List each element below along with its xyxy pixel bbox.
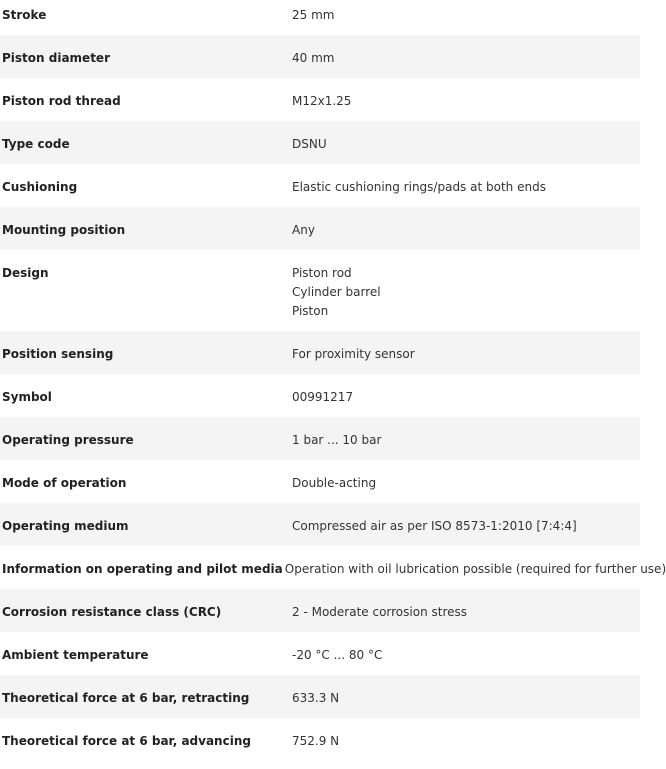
spec-value-line: DSNU [292,137,327,151]
spec-row [0,503,640,546]
spec-value-line: 752.9 N [292,734,340,748]
spec-value [290,178,640,197]
spec-row [0,374,640,417]
spec-value [290,388,640,407]
spec-value-line: Compressed air as per ISO 8573-1:2010 [7:4:4] [292,519,577,533]
spec-value-line: Double-acting [292,476,377,490]
spec-label: Information on operating and pilot media [2,562,283,576]
spec-label: Mounting position [2,223,126,237]
spec-label: Type code [2,137,70,151]
spec-row [0,164,640,207]
spec-row [0,589,640,632]
spec-row [0,675,640,718]
spec-value-line: -20 °C ... 80 °C [292,648,383,662]
spec-value-line: 00991217 [292,390,354,404]
spec-value [290,49,640,68]
spec-row [0,460,640,503]
spec-row [0,207,640,250]
spec-value [290,474,640,493]
spec-label: Operating medium [2,519,129,533]
spec-value [290,689,640,708]
spec-value-line: Operation with oil lubrication possible (required for further use) [284,562,666,576]
spec-value [290,517,640,536]
spec-value-line: 40 mm [292,51,335,65]
spec-value-line: Cylinder barrel [292,285,381,299]
spec-value-line: 25 mm [292,8,335,22]
spec-value [283,560,666,579]
spec-value [290,345,640,364]
spec-row [0,0,640,35]
spec-value [290,646,640,665]
spec-value [290,135,640,154]
spec-value [290,92,640,111]
spec-label: Theoretical force at 6 bar, retracting [2,691,250,705]
spec-value-line: Any [292,223,315,237]
spec-label: Corrosion resistance class (CRC) [2,605,222,619]
spec-value-line: M12x1.25 [292,94,352,108]
spec-label: Mode of operation [2,476,127,490]
spec-row [0,331,640,374]
spec-value-line: 1 bar ... 10 bar [292,433,382,447]
spec-label: Position sensing [2,347,114,361]
spec-row [0,632,640,675]
spec-label: Piston rod thread [2,94,121,108]
spec-row [0,546,666,589]
spec-value [290,431,640,450]
spec-row [0,250,640,331]
spec-row [0,417,640,460]
spec-label: Operating pressure [2,433,134,447]
spec-row [0,718,640,761]
spec-row [0,78,640,121]
spec-value-line: Piston rod [292,266,352,280]
spec-value [290,732,640,751]
spec-row [0,121,640,164]
spec-label: Theoretical force at 6 bar, advancing [2,734,251,748]
spec-value-line: For proximity sensor [292,347,415,361]
spec-value [290,603,640,622]
spec-label: Symbol [2,390,52,404]
spec-value-line: Piston [292,304,329,318]
spec-value [290,6,640,25]
spec-label: Stroke [2,8,47,22]
spec-label: Design [2,266,49,280]
spec-value [290,264,640,321]
spec-row [0,35,640,78]
spec-label: Piston diameter [2,51,110,65]
spec-value-line: 633.3 N [292,691,340,705]
spec-label: Ambient temperature [2,648,149,662]
spec-value-line: 2 - Moderate corrosion stress [292,605,468,619]
spec-value [290,221,640,240]
spec-label: Cushioning [2,180,78,194]
spec-value-line: Elastic cushioning rings/pads at both ends [292,180,546,194]
